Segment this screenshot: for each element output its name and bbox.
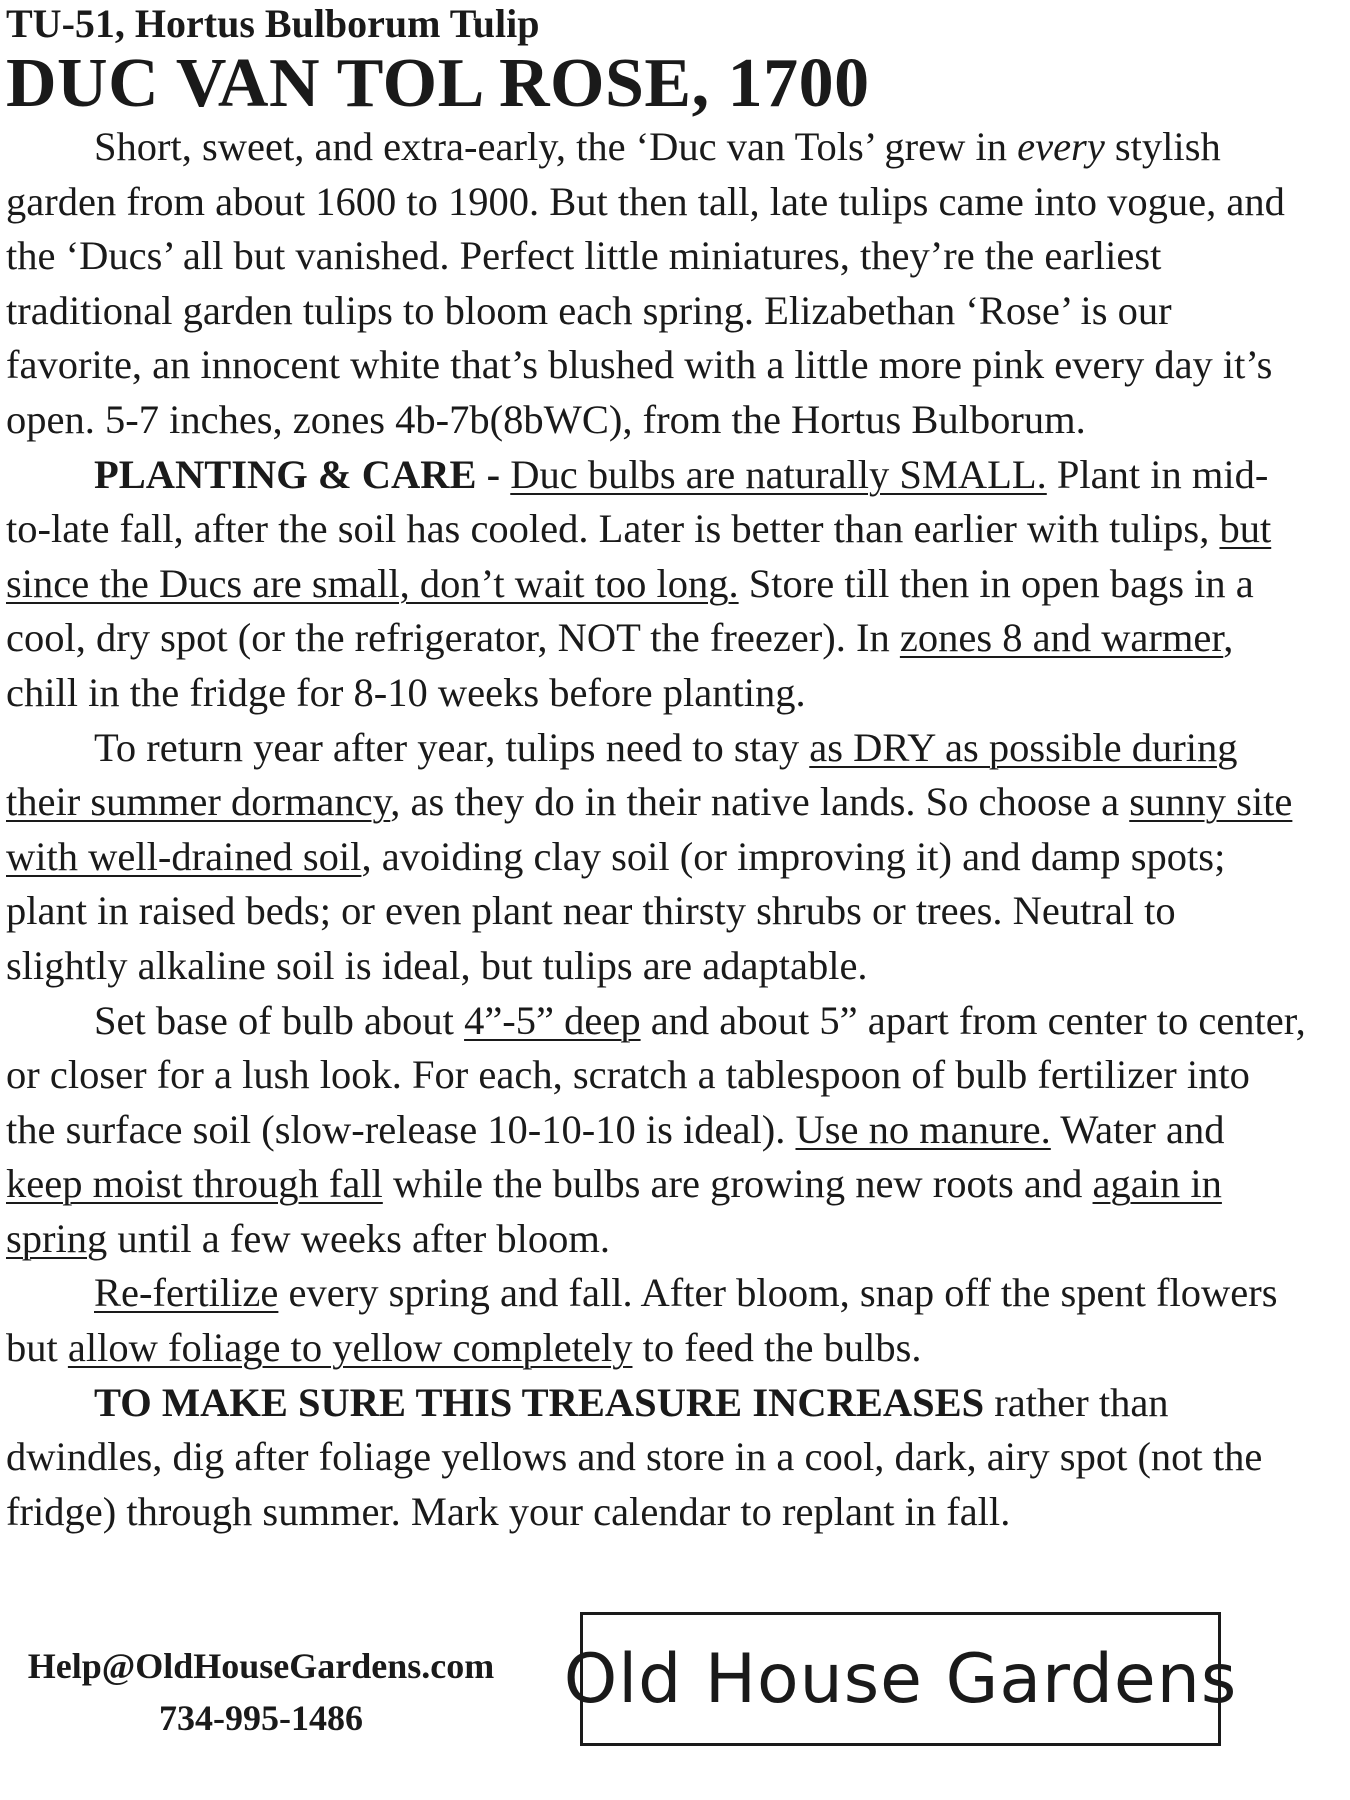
- intro-paragraph: [6, 120, 1306, 448]
- text-run: Set base of bulb about: [94, 997, 465, 1043]
- underlined-text: as DRY as possible during their summer dormancy: [6, 724, 1238, 825]
- page-title: DUC VAN TOL ROSE, 1700: [6, 45, 870, 122]
- section-heading: PLANTING & CARE -: [94, 451, 501, 497]
- text-run: , as they do in their native lands. So choose a: [390, 779, 1130, 825]
- underlined-text: Re-fertilize: [94, 1270, 279, 1316]
- brand-logo: [563, 1612, 1238, 1746]
- text-run: To return year after year, tulips need to stay: [94, 724, 810, 770]
- text-run: while the bulbs are growing new roots and: [382, 1161, 1093, 1207]
- refertilize-paragraph: [6, 1266, 1306, 1375]
- emphasis-text: every: [1017, 124, 1105, 169]
- underlined-text: but since the Ducs are small, don’t wait too long.: [6, 506, 1272, 606]
- text-run: , avoiding clay soil (or improving it) and damp spots; plant in raised beds; or even plant near thirsty shrubs or trees. Neutral to slightly alkaline soil is ideal, but tulips are adaptable.: [6, 833, 1226, 988]
- logo-wordmark: Old House Gardens: [563, 1639, 1238, 1719]
- text-run: Short, sweet, and extra-early, the ‘Duc van Tols’ grew in: [94, 124, 1018, 169]
- underlined-text: allow foliage to yellow completely: [67, 1325, 633, 1371]
- text-run: Water and: [1050, 1106, 1225, 1152]
- email-link[interactable]: Help@OldHouseGardens.com: [27, 1646, 495, 1686]
- return-paragraph: [6, 721, 1306, 994]
- text-run: rather than dwindles, dig after foliage yellows and store in a cool, dark, airy spot (not the fridge) through summer. Mark your calendar to replant in fall.: [6, 1379, 1263, 1534]
- text-run: Plant in mid-to-late fall, after the soil has cooled. Later is better than earlier with tulips,: [6, 451, 1269, 552]
- text-run: and about 5” apart from center to center, or closer for a lush look. For each, scratch a tablespoon of bulb fertilizer into the surface soil (slow-release 10-10-10 is ideal).: [6, 997, 1306, 1152]
- underlined-text: Use no manure.: [795, 1106, 1051, 1152]
- product-code-line: TU-51, Hortus Bulborum Tulip: [6, 1, 540, 46]
- underlined-text: again in spring: [6, 1161, 1222, 1261]
- underlined-text: keep moist through fall: [6, 1161, 383, 1207]
- phone-number: 734-995-1486: [159, 1698, 363, 1738]
- section-heading: TO MAKE SURE THIS TREASURE INCREASES: [94, 1379, 985, 1425]
- text-run: until a few weeks after bloom.: [107, 1215, 610, 1261]
- set-base-paragraph: [6, 994, 1306, 1267]
- document-page: [6, 0, 1306, 1539]
- text-run: stylish garden from about 1600 to 1900. But then tall, late tulips came into vogue, and the ‘Ducs’ all but vanished. Perfect little miniatures, they’re the earliest traditional garden tulips to bloom each spring. Elizabethan ‘Rose’ is our favorite, an innocent white that’s blushed with a little more pink every day it’s open. 5-7 inches, zones 4b-7b(8bWC), from the Hortus Bulborum.: [6, 124, 1285, 442]
- contact-block: [6, 1640, 516, 1744]
- description-body: [6, 120, 1306, 1539]
- text-run: every spring and fall. After bloom, snap off the spent flowers but: [6, 1270, 1278, 1371]
- underlined-text: Duc bulbs are naturally SMALL.: [510, 451, 1047, 497]
- text-run: , chill in the fridge for 8-10 weeks before planting.: [6, 615, 1234, 715]
- underlined-text: zones 8 and warmer: [899, 615, 1224, 661]
- planting-care-paragraph: [6, 448, 1306, 721]
- treasure-paragraph: [6, 1376, 1306, 1540]
- underlined-text: sunny site with well-drained soil: [6, 779, 1293, 879]
- underlined-text: 4”-5” deep: [464, 997, 641, 1043]
- text-run: to feed the bulbs.: [632, 1325, 922, 1371]
- text-run: Store till then in open bags in a cool, dry spot (or the refrigerator, NOT the freezer). In: [6, 560, 1254, 661]
